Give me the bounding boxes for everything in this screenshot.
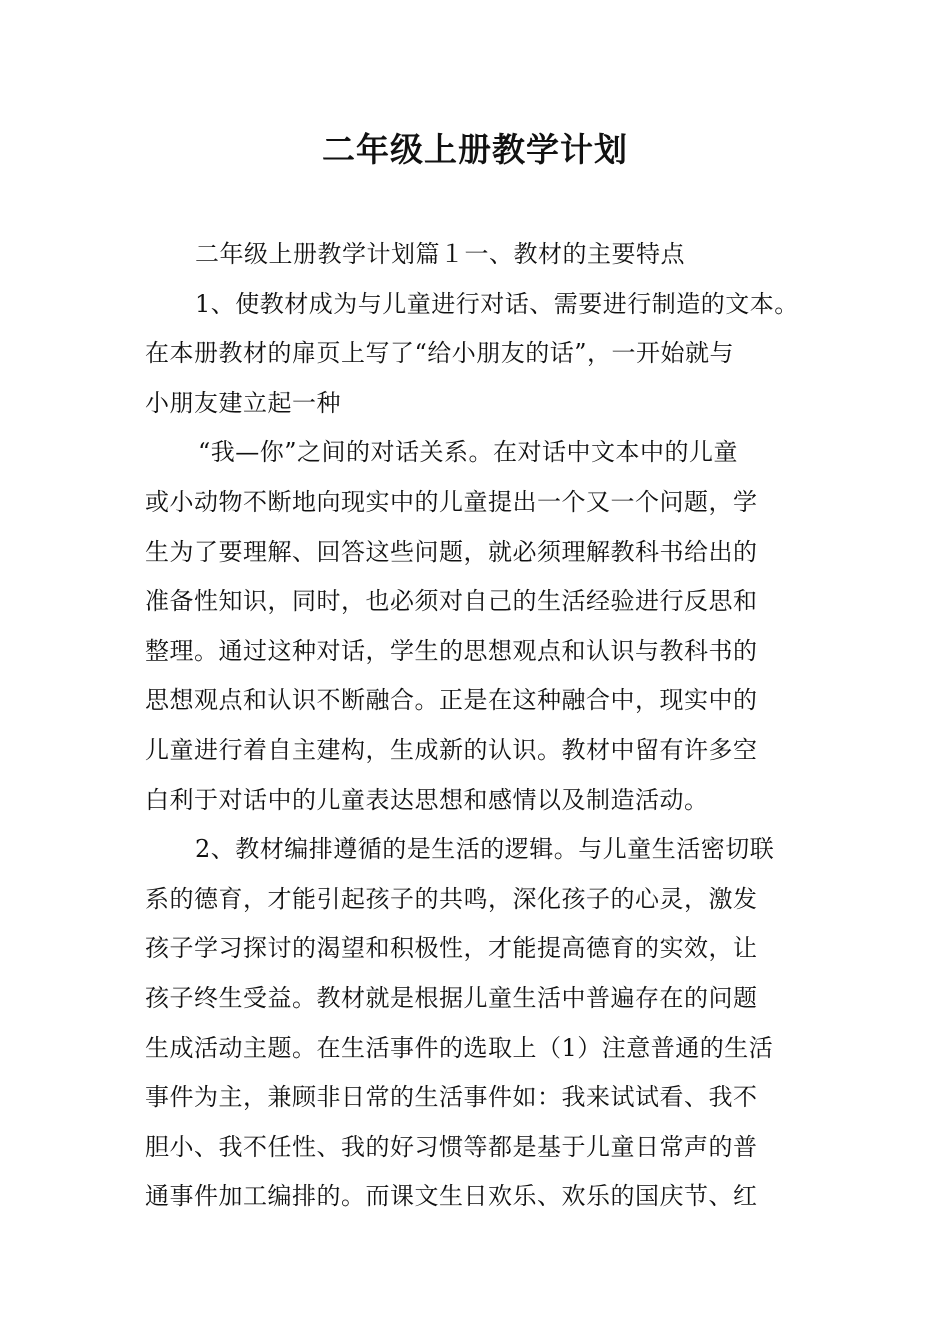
text-line: “我—你”之间的对话关系。在对话中文本中的儿童 bbox=[198, 438, 739, 467]
text-line: 小朋友建立起一种 bbox=[145, 388, 341, 417]
text-line: 儿童进行着自主建构，生成新的认识。教材中留有许多空 bbox=[145, 735, 758, 764]
text-line: 在本册教材的扉页上写了“给小朋友的话”，一开始就与 bbox=[145, 339, 735, 368]
text-line: 思想观点和认识不断融合。正是在这种融合中，现实中的 bbox=[145, 686, 758, 715]
text-line: 整理。通过这种对话，学生的思想观点和认识与教科书的 bbox=[145, 636, 758, 665]
text-line: 系的德育，才能引起孩子的共鸣，深化孩子的心灵，激发 bbox=[145, 884, 758, 913]
document-body bbox=[145, 230, 815, 1222]
text-line: 事件为主，兼顾非日常的生活事件如：我来试试看、我不 bbox=[145, 1083, 758, 1112]
document-title: 二年级上册教学计划 bbox=[322, 130, 628, 169]
text-line: 生成活动主题。在生活事件的选取上（1）注意普通的生活 bbox=[145, 1033, 774, 1062]
text-line: 1、使教材成为与儿童进行对话、需要进行制造的文本。 bbox=[195, 289, 799, 318]
text-line: 孩子学习探讨的渴望和积极性，才能提高德育的实效，让 bbox=[145, 934, 758, 963]
text-line: 二年级上册教学计划篇１一、教材的主要特点 bbox=[195, 240, 685, 268]
text-line: 2、教材编排遵循的是生活的逻辑。与儿童生活密切联 bbox=[195, 835, 775, 864]
text-line: 孩子终生受益。教材就是根据儿童生活中普遍存在的问题 bbox=[145, 983, 758, 1012]
text-line: 通事件加工编排的。而课文生日欢乐、欢乐的国庆节、红 bbox=[145, 1182, 758, 1211]
text-line: 胆小、我不任性、我的好习惯等都是基于儿童日常声的普 bbox=[145, 1132, 758, 1161]
text-line: 准备性知识，同时，也必须对自己的生活经验进行反思和 bbox=[145, 587, 758, 616]
text-line: 或小动物不断地向现实中的儿童提出一个又一个问题，学 bbox=[145, 487, 758, 516]
text-line: 生为了要理解、回答这些问题，就必须理解教科书给出的 bbox=[145, 537, 758, 566]
text-line: 白利于对话中的儿童表达思想和感情以及制造活动。 bbox=[145, 785, 709, 814]
